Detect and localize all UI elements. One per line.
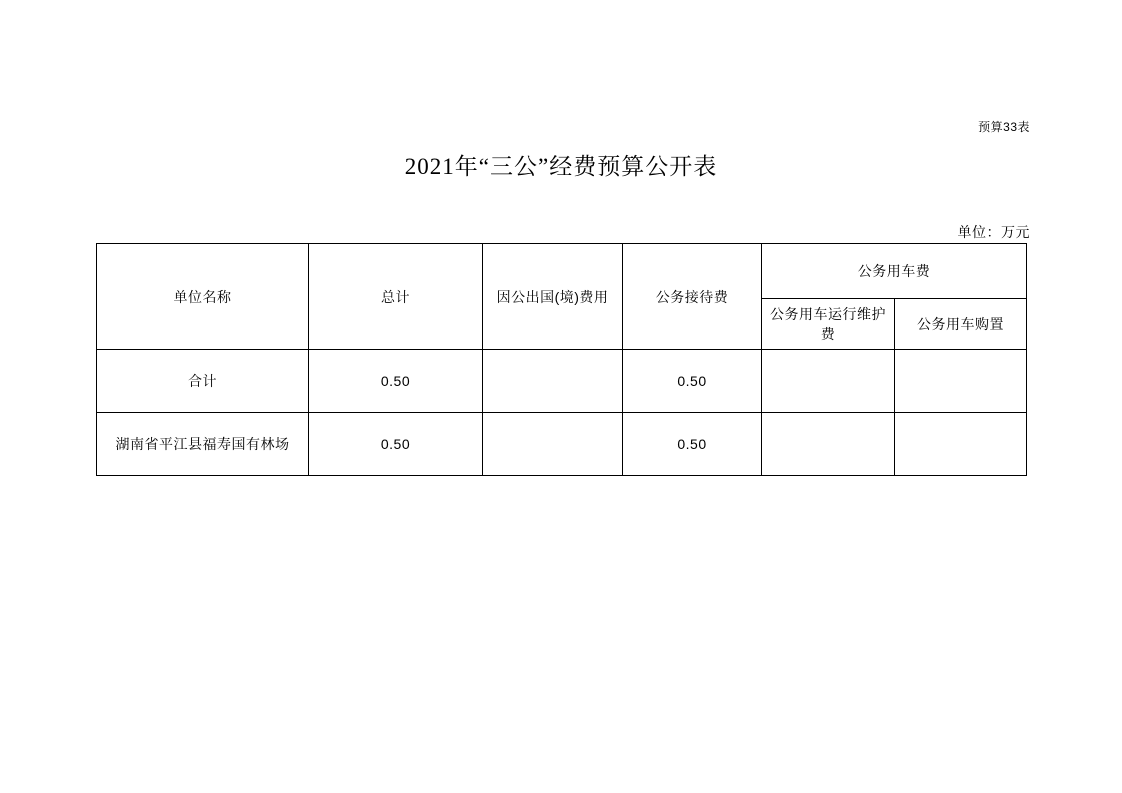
table-row (97, 350, 1027, 413)
header-vehicle-purchase: 公务用车购置 (895, 299, 1027, 350)
row-vehicle-purchase (895, 350, 1027, 413)
row-total: 0.50 (309, 350, 483, 413)
row-abroad (483, 413, 623, 476)
row-unit-name: 合计 (97, 350, 309, 413)
header-reception: 公务接待费 (623, 244, 762, 350)
header-vehicle-group: 公务用车费 (762, 244, 1027, 299)
form-code-label: 预算33表 (978, 120, 1030, 134)
row-vehicle-operation (762, 350, 895, 413)
row-reception: 0.50 (623, 350, 762, 413)
table-header-row-1 (97, 244, 1027, 299)
row-reception: 0.50 (623, 413, 762, 476)
header-abroad: 因公出国(境)费用 (483, 244, 623, 350)
header-vehicle-operation: 公务用车运行维护费 (762, 299, 895, 350)
header-total: 总计 (309, 244, 483, 350)
unit-note-label: 单位：万元 (957, 224, 1030, 240)
header-unit-name: 单位名称 (97, 244, 309, 350)
row-abroad (483, 350, 623, 413)
page-title: 2021年“三公”经费预算公开表 (404, 154, 718, 179)
table-row (97, 413, 1027, 476)
row-total: 0.50 (309, 413, 483, 476)
budget-table (96, 243, 1027, 476)
row-vehicle-operation (762, 413, 895, 476)
row-vehicle-purchase (895, 413, 1027, 476)
row-unit-name: 湖南省平江县福寿国有林场 (97, 413, 309, 476)
